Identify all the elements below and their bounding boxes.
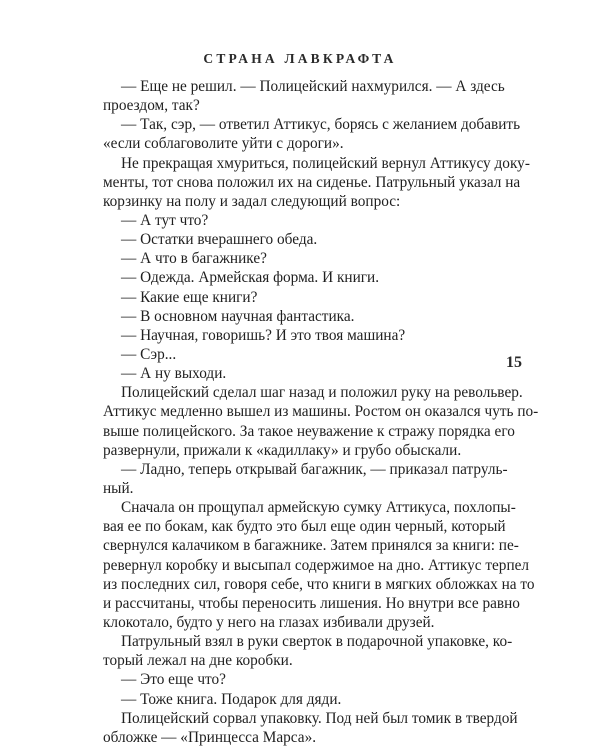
text-line: — Так, сэр, — ответил Аттикус, борясь с желанием добавить	[121, 116, 521, 134]
text-line: — Ладно, теперь открывай багажник, — приказал патруль-	[121, 460, 508, 478]
text-line: Полицейский сделал шаг назад и положил руку на револьвер.	[121, 384, 523, 402]
text-line: ревернул коробку и высыпал содержимое на дно. Аттикус терпел	[103, 556, 530, 574]
text-line: Сначала он прощупал армейскую сумку Аттикуса, похлопы-	[121, 499, 516, 517]
text-line: — Это еще что?	[121, 671, 226, 689]
text-line: — Какие еще книги?	[121, 288, 258, 306]
text-line: вая ее по бокам, как будто это был еще один черный, который	[103, 518, 506, 536]
text-line: менты, тот снова положил их на сиденье. Патрульный указал на	[103, 173, 521, 191]
text-line: Полицейский сорвал упаковку. Под ней был томик в твердой	[121, 709, 518, 727]
text-line: проездом, так?	[103, 97, 200, 115]
text-line: из последних сил, говоря себе, что книги в мягких обложках на то	[103, 575, 535, 593]
text-line: — А что в багажнике?	[121, 250, 267, 268]
text-line: торый лежал на дне коробки.	[103, 652, 293, 670]
text-line: «если соблаговолите уйти с дороги».	[103, 135, 344, 153]
text-line: — Еще не решил. — Полицейский нахмурился. — А здесь	[121, 78, 505, 95]
text-line: клокотало, будто у него на глазах избивали друзей.	[103, 613, 435, 631]
text-line: ный.	[103, 479, 134, 497]
page-number: 15	[506, 354, 522, 371]
text-line: — Тоже книга. Подарок для дяди.	[121, 690, 342, 708]
text-line: — А ну выходи.	[121, 365, 227, 383]
text-line: — Остатки вчерашнего обеда.	[121, 231, 318, 249]
text-line: Патрульный взял в руки сверток в подарочной упаковке, ко-	[121, 633, 513, 651]
text-line: развернули, прижали к «кадиллаку» и грубо обыскали.	[103, 441, 462, 459]
text-line: Не прекращая хмуриться, полицейский вернул Аттикусу доку-	[121, 154, 530, 172]
text-line: свернулся калачиком в багажнике. Затем принялся за книги: пе-	[103, 537, 519, 555]
text-line: выше полицейского. За такое неуважение к стражу порядка его	[103, 422, 515, 440]
text-line: — Научная, говоришь? И это твоя машина?	[121, 326, 406, 344]
text-line: и рассчитаны, чтобы переносить лишения. Но внутри все равно	[103, 594, 520, 612]
running-head: СТРАНА ЛАВКРАФТА	[203, 51, 397, 66]
text-line: обложке — «Принцесса Марса».	[103, 728, 317, 746]
text-line: корзинку на полу и задал следующий вопрос:	[103, 192, 401, 210]
text-line: — В основном научная фантастика.	[121, 307, 355, 325]
text-line: — Сэр...	[121, 345, 177, 363]
text-line: — А тут что?	[121, 211, 209, 229]
text-line: Аттикус медленно вышел из машины. Ростом он оказался чуть по-	[103, 403, 539, 421]
text-line: — Одежда. Армейская форма. И книги.	[121, 269, 380, 287]
